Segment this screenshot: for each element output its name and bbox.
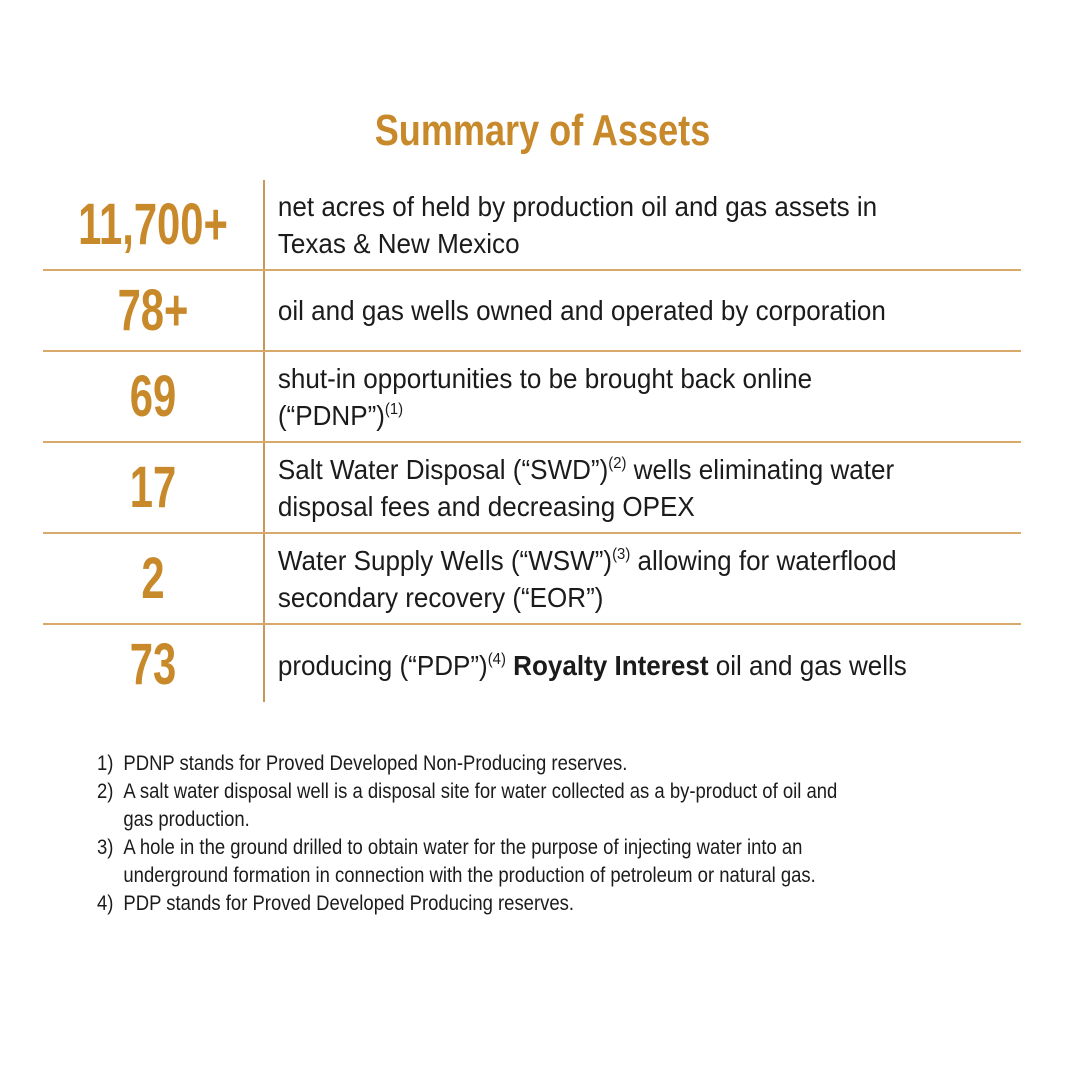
description-line: net acres of held by production oil and gas assets in	[277, 190, 878, 222]
footnote-ref: (2)	[608, 454, 627, 472]
asset-value: 11,700+	[78, 191, 228, 257]
footnote-text: underground formation in connection with the production of petroleum or natural gas.	[123, 864, 816, 887]
table-row	[43, 625, 1021, 705]
asset-description	[263, 292, 886, 329]
assets-table	[43, 180, 1021, 705]
description-text: producing (“PDP”)	[277, 649, 488, 681]
footnote-text: A hole in the ground drilled to obtain water for the purpose of injecting water into an	[123, 836, 803, 859]
description-text: Salt Water Disposal (“SWD”)	[277, 453, 609, 485]
description-line: oil and gas wells owned and operated by corporation	[277, 295, 886, 326]
table-row	[43, 180, 1021, 271]
footnote	[97, 890, 837, 918]
asset-value: 69	[129, 363, 177, 429]
footnote-index: 1)	[97, 752, 114, 775]
footnote	[97, 834, 837, 862]
description-text: wells eliminating water	[626, 453, 895, 485]
description-text: oil and gas wells	[708, 649, 907, 681]
description-line: secondary recovery (“EOR”)	[277, 581, 604, 613]
footnote-index: 2)	[97, 780, 114, 803]
asset-value: 73	[129, 632, 177, 697]
table-row	[43, 352, 1021, 443]
page-title: Summary of Assets	[374, 106, 711, 155]
asset-value: 2	[141, 545, 165, 611]
description-line	[278, 647, 907, 684]
asset-description	[263, 360, 812, 434]
footnote-ref: (1)	[384, 400, 404, 418]
asset-description	[263, 647, 907, 684]
description-text: Water Supply Wells (“WSW”)	[277, 544, 613, 576]
asset-value: 78+	[117, 277, 189, 343]
description-line	[278, 542, 897, 579]
footnote	[97, 778, 837, 806]
footnote-ref: (4)	[487, 650, 506, 668]
description-line	[278, 397, 812, 434]
asset-value: 17	[129, 454, 177, 520]
footnote-continuation	[97, 806, 837, 834]
table-row	[43, 443, 1021, 534]
table-row	[43, 271, 1021, 352]
emphasis-text: Royalty Interest	[505, 649, 709, 681]
description-text: (“PDNP”)	[277, 399, 385, 431]
footnote	[97, 750, 837, 778]
footnote-ref: (3)	[612, 545, 631, 563]
table-row	[43, 534, 1021, 625]
footnote-indent	[97, 862, 123, 890]
asset-description	[263, 542, 897, 616]
footnote-index: 3)	[97, 836, 114, 859]
footnotes	[97, 750, 938, 918]
description-line: shut-in opportunities to be brought back online	[277, 362, 813, 394]
description-line: Texas & New Mexico	[277, 227, 520, 259]
footnote-text: PDNP stands for Proved Developed Non-Producing reserves.	[123, 752, 628, 775]
footnote-index: 4)	[97, 892, 114, 915]
asset-description	[263, 188, 877, 262]
footnote-text: A salt water disposal well is a disposal site for water collected as a by-product of oil and	[123, 780, 838, 803]
description-text: allowing for waterflood	[630, 544, 897, 576]
description-line: disposal fees and decreasing OPEX	[277, 490, 695, 522]
footnote-text: PDP stands for Proved Developed Producing reserves.	[123, 892, 575, 915]
footnote-continuation	[97, 862, 837, 890]
asset-description	[263, 451, 894, 525]
footnote-indent	[97, 806, 123, 834]
footnote-text: gas production.	[123, 808, 250, 831]
description-line	[278, 451, 894, 488]
